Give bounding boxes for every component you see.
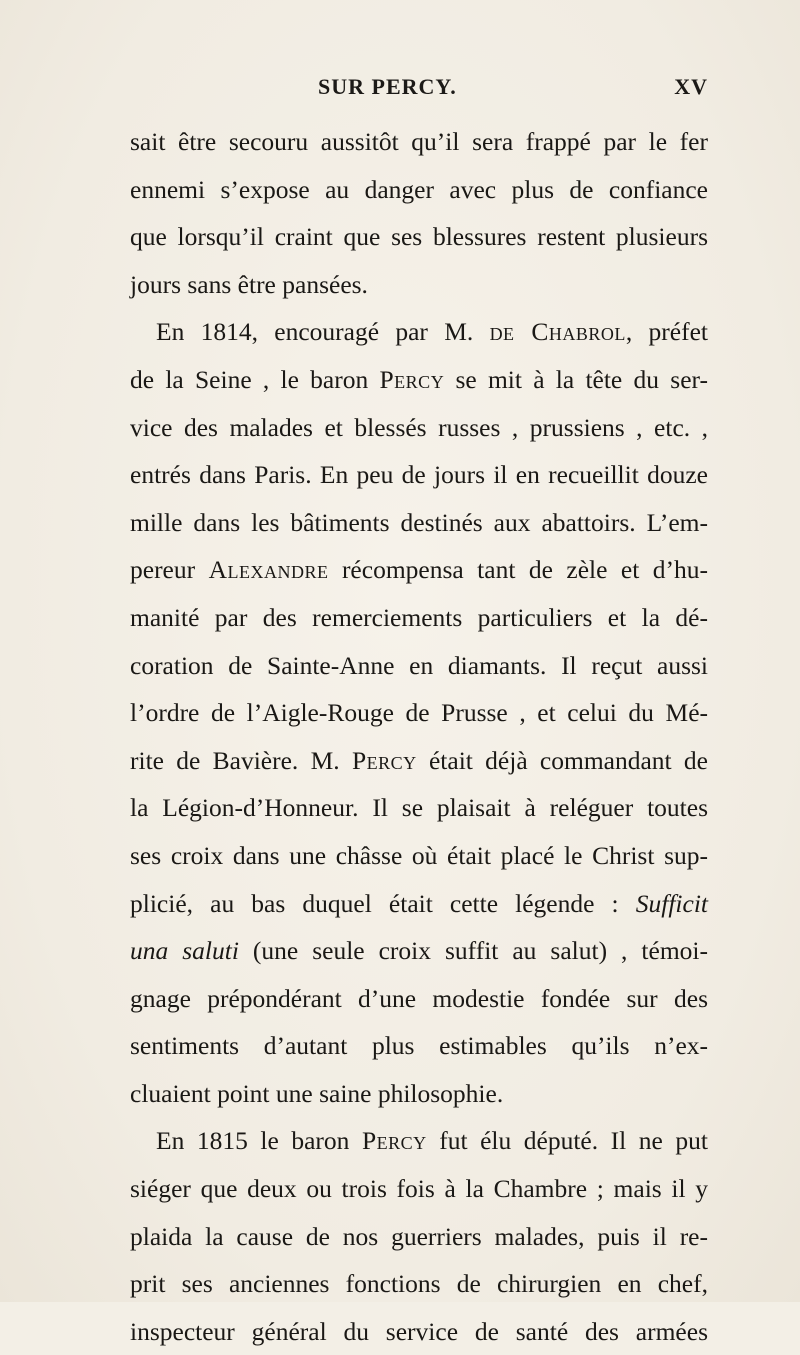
latin-motto: Sufficit bbox=[635, 888, 708, 918]
text-line: siéger que deux ou trois fois à la Chambre ; mais il y bbox=[130, 1174, 708, 1204]
text-line: plaida la cause de nos guerriers malades, puis il re- bbox=[130, 1221, 708, 1251]
text-line: manité par des remerciements particuliers et la dé- bbox=[130, 602, 708, 632]
page-number: XV bbox=[674, 74, 708, 99]
text-run: pereur bbox=[130, 555, 209, 585]
text-run: , préfet bbox=[625, 317, 708, 347]
text-run: était déjà commandant de bbox=[416, 745, 709, 775]
text-run: rite de Bavière. M. bbox=[130, 745, 352, 775]
text-line bbox=[130, 927, 708, 975]
text-line bbox=[130, 880, 708, 928]
text-run: (une seule croix suffit au salut) , témoi- bbox=[238, 936, 708, 966]
body-text bbox=[130, 118, 708, 1355]
text-line: jours sans être pansées. bbox=[130, 269, 368, 299]
text-line: que lorsqu’il craint que ses blessures restent plusieurs bbox=[130, 222, 708, 252]
name-percy: Percy bbox=[379, 364, 445, 394]
text-line: coration de Sainte-Anne en diamants. Il reçut aussi bbox=[130, 650, 708, 680]
text-run: plicié, au bas duquel était cette légende : bbox=[130, 888, 636, 918]
text-run: se mit à la tête du ser- bbox=[444, 364, 708, 394]
text-line bbox=[130, 356, 708, 404]
text-line bbox=[130, 1117, 708, 1165]
text-line: cluaient point une saine philosophie. bbox=[130, 1078, 504, 1108]
text-line: sait être secouru aussitôt qu’il sera frappé par le fer bbox=[130, 127, 708, 156]
latin-motto: una saluti bbox=[130, 936, 239, 966]
text-line bbox=[130, 308, 708, 356]
text-run: fut élu député. Il ne put bbox=[426, 1126, 708, 1156]
text-line: gnage prépondérant d’une modestie fondée sur des bbox=[130, 983, 708, 1013]
text-line: mille dans les bâtiments destinés aux abattoirs. L’em- bbox=[130, 507, 708, 537]
text-line: vice des malades et blessés russes , prussiens , etc. , bbox=[130, 412, 708, 442]
text-line: la Légion-d’Honneur. Il se plaisait à reléguer toutes bbox=[130, 793, 708, 823]
running-head: SUR PERCY. bbox=[318, 74, 457, 99]
text-run: En 1815 le baron bbox=[156, 1126, 362, 1156]
page-header bbox=[130, 74, 708, 104]
text-run: de la Seine , le baron bbox=[130, 364, 380, 394]
name-percy: Percy bbox=[351, 745, 417, 775]
text-line: ses croix dans une châsse où était placé le Christ sup- bbox=[130, 840, 708, 870]
text-run: récompensa tant de zèle et d’hu- bbox=[328, 555, 708, 585]
name-chabrol: de Chabrol bbox=[489, 317, 626, 347]
name-percy: Percy bbox=[361, 1126, 427, 1156]
text-line: entrés dans Paris. En peu de jours il en recueillit douze bbox=[130, 460, 708, 490]
text-line: sentiments d’autant plus estimables qu’ils n’ex- bbox=[130, 1031, 708, 1061]
text-line: l’ordre de l’Aigle-Rouge de Prusse , et celui du Mé- bbox=[130, 698, 708, 728]
text-line bbox=[130, 546, 708, 594]
text-line: inspecteur général du service de santé des armées bbox=[130, 1316, 708, 1346]
text-line: ennemi s’expose au danger avec plus de confiance bbox=[130, 174, 708, 204]
name-alexandre: Alexandre bbox=[208, 555, 329, 585]
text-run: En 1814, encouragé par M. bbox=[156, 317, 490, 347]
text-line: prit ses anciennes fonctions de chirurgien en chef, bbox=[130, 1269, 708, 1299]
text-line bbox=[130, 737, 708, 785]
